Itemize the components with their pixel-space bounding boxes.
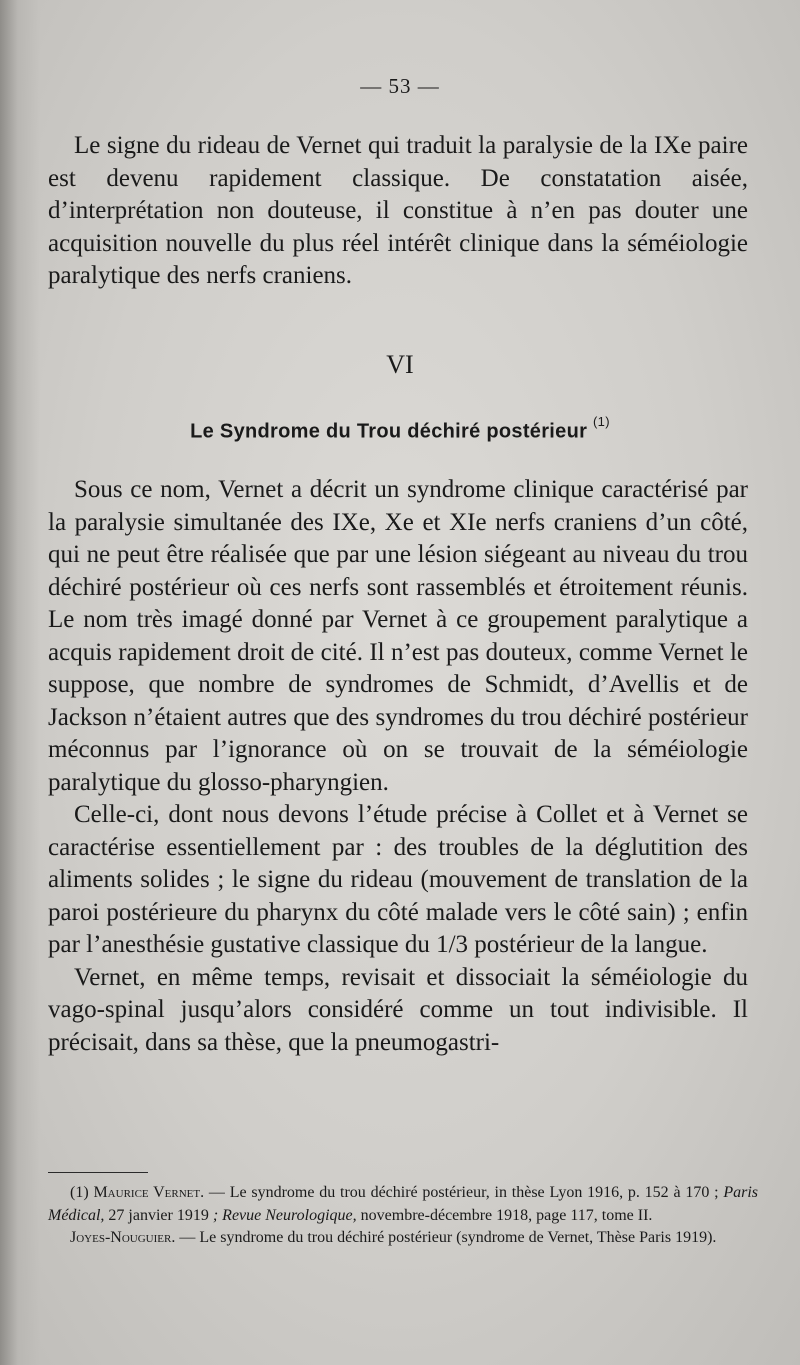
- page-number: — 53 —: [360, 74, 440, 98]
- footnote-author: Maurice Vernet.: [93, 1184, 205, 1201]
- footnote-journal: Paris Médical,: [48, 1184, 759, 1224]
- intro-paragraph-block: [48, 130, 748, 293]
- section-title: [0, 414, 800, 444]
- body-paragraph: Celle-ci, dont nous devons l’étude précise à Collet et à Vernet se caractérise essentiellement par : des troubles de la déglutition des aliments solides ; le signe du rideau (mouvement de translation de la paroi postérieure du pharynx du côté malade vers le côté sain) ; enfin par l’anesthésie gustative classique du 1/3 postérieur de la langue.: [48, 801, 748, 958]
- section-number: VI: [386, 350, 414, 379]
- footnote-1: (1) Maurice Vernet. — Le syndrome du trou déchiré postérieur, in thèse Lyon 1916, p. 152 à 170 ; Paris Médical, 27 janvier 1919 ; Revue Neurologique, novembre-décembre 1918, page 117, tome II.: [48, 1184, 759, 1224]
- footnote-text: — Le syndrome du trou déchiré postérieur (syndrome de Vernet, Thèse Paris 1919).: [175, 1229, 717, 1246]
- body-paragraph: Vernet, en même temps, revisait et dissociait la séméiologie du vago-spinal jusqu’alors considéré comme un tout indivisible. Il précisait, dans sa thèse, que la pneumogastri-: [48, 963, 748, 1056]
- footnote-marker: (1): [593, 414, 610, 429]
- section-title-text: Le Syndrome du Trou déchiré postérieur: [190, 420, 588, 443]
- footnote-separator: [48, 1172, 148, 1173]
- intro-paragraph: Le signe du rideau de Vernet qui traduit la paralysie de la IXe paire est devenu rapidement classique. De constatation aisée, d’interprétation non douteuse, il constitue à n’en pas douter une acquisition nouvelle du plus réel intérêt clinique dans la séméiologie paralytique des nerfs craniens.: [48, 132, 748, 289]
- body-paragraph: Sous ce nom, Vernet a décrit un syndrome clinique caractérisé par la paralysie simultanée des IXe, Xe et XIe nerfs craniens d’un côté, qui ne peut être réalisée que par une lésion siégeant au niveau du trou déchiré postérieur où ces nerfs sont rassemblés et étroitement réunis. Le nom très imagé donné par Vernet à ce groupement paralytique a acquis rapidement droit de cité. Il n’est pas douteux, comme Vernet le suppose, que nombre de syndromes de Schmidt, d’Avellis et de Jackson n’étaient autres que des syndromes du trou déchiré postérieur méconnus par l’ignorance où on se trouvait de la séméiologie paralytique du glosso-pharyngien.: [48, 476, 748, 796]
- footnote-text: novembre-décembre 1918, page 117, tome II.: [356, 1206, 653, 1224]
- footnote-author: Joyes-Nouguier.: [70, 1229, 176, 1246]
- footnote-text: 27 janvier 1919: [104, 1206, 213, 1224]
- footnotes: [48, 1182, 758, 1250]
- body-text: [48, 474, 748, 1059]
- footnote-text: — Le syndrome du trou déchiré postérieur, in thèse Lyon 1916, p. 152 à 170 ;: [204, 1184, 724, 1201]
- footnote-journal: ; Revue Neurologique,: [212, 1206, 357, 1224]
- page-binding-shadow: [0, 0, 40, 1365]
- footnote-2: [48, 1227, 758, 1250]
